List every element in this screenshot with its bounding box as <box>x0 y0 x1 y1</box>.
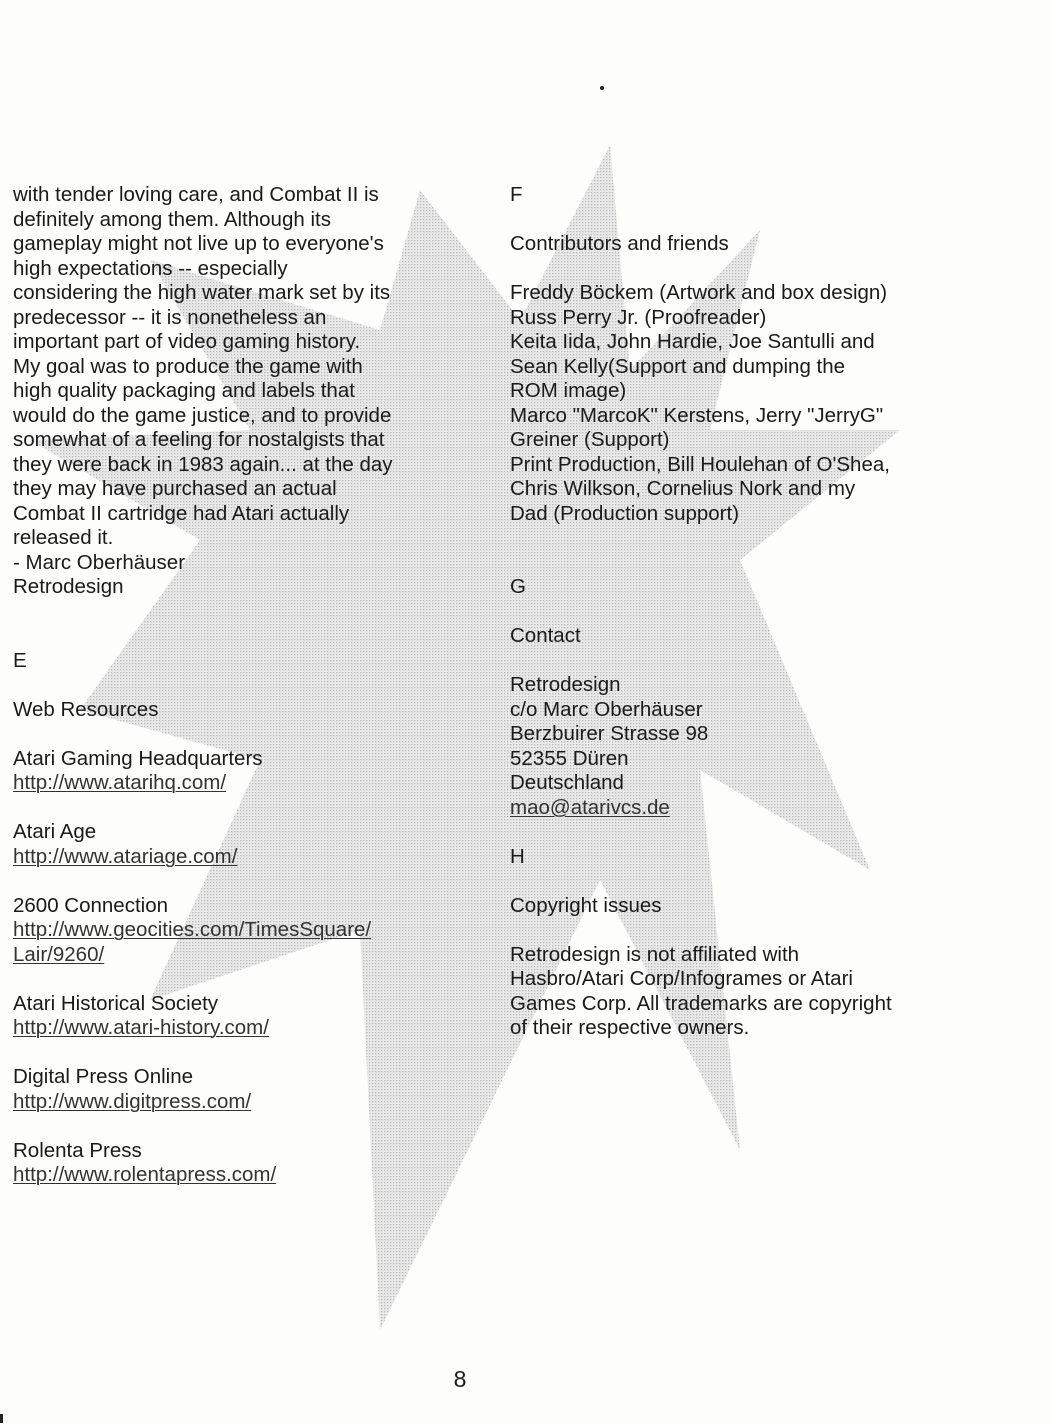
contributor-line: Sean Kelly(Support and dumping the <box>510 354 846 378</box>
section-f-letter: F <box>510 183 523 206</box>
intro-line: with tender loving care, and Combat II is <box>13 183 379 206</box>
copyright-line: Games Corp. All trademarks are copyright <box>510 991 892 1015</box>
resource-link[interactable]: http://www.digitpress.com/ <box>13 1089 252 1113</box>
resource-entry <box>13 747 433 796</box>
resource-link[interactable]: http://www.atariage.com/ <box>13 844 238 868</box>
intro-line: high quality packaging and labels that <box>13 379 355 402</box>
intro-paragraph <box>13 183 433 600</box>
section-g-letter: G <box>510 575 526 598</box>
section-g-title: Contact <box>510 624 581 647</box>
resource-entry <box>13 1139 433 1188</box>
contact-email-link[interactable]: mao@atarivcs.de <box>510 795 670 819</box>
intro-line: somewhat of a feeling for nostalgists that <box>13 428 385 451</box>
contributor-line: Print Production, Bill Houlehan of O'Shea, <box>510 452 890 476</box>
contributor-line: Greiner (Support) <box>510 428 670 451</box>
resource-name: Digital Press Online <box>13 1065 194 1088</box>
resource-name: Atari Historical Society <box>13 991 219 1015</box>
address-line: Berzbuirer Strasse 98 <box>510 722 709 745</box>
resource-entry <box>13 894 433 968</box>
copyright-line: Hasbro/Atari Corp/Infogrames or Atari <box>510 967 853 990</box>
contributor-line: Keita Iida, John Hardie, Joe Santulli and <box>510 330 875 353</box>
contributor-line: ROM image) <box>510 379 627 402</box>
resource-link[interactable]: http://www.atarihq.com/ <box>13 771 227 794</box>
resource-entry <box>13 992 433 1041</box>
address-line: Retrodesign <box>510 673 621 696</box>
intro-line: Combat II cartridge had Atari actually <box>13 501 350 525</box>
scan-speck <box>600 86 604 90</box>
contributor-line: Marco "MarcoK" Kerstens, Jerry "JerryG" <box>510 403 884 427</box>
resource-name: Atari Gaming Headquarters <box>13 746 263 770</box>
resource-name: Atari Age <box>13 820 97 843</box>
intro-line: would do the game justice, and to provide <box>13 403 392 427</box>
section-e-letter: E <box>13 648 27 672</box>
resource-entry <box>13 820 433 869</box>
intro-line: important part of video gaming history. <box>13 330 361 353</box>
copyright-notice <box>510 943 930 1041</box>
section-h-letter: H <box>510 844 525 868</box>
intro-line: released it. <box>13 526 114 549</box>
author-name: - Marc Oberhäuser <box>13 550 186 574</box>
author-company: Retrodesign <box>13 575 124 598</box>
left-column <box>13 183 433 1188</box>
resource-link[interactable]: http://www.rolentapress.com/ <box>13 1163 277 1186</box>
resource-name: Rolenta Press <box>13 1138 142 1162</box>
intro-line: definitely among them. Although its <box>13 207 331 231</box>
intro-line: gameplay might not live up to everyone's <box>13 232 384 255</box>
address-line: 52355 Düren <box>510 746 629 770</box>
page-number: 8 <box>453 1366 467 1392</box>
contributor-line: Russ Perry Jr. (Proofreader) <box>510 305 767 329</box>
resource-name: 2600 Connection <box>13 893 169 917</box>
resource-link[interactable]: http://www.geocities.com/TimesSquare/ <box>13 918 372 941</box>
resource-link-continued[interactable]: Lair/9260/ <box>13 942 105 966</box>
contact-address <box>510 673 930 820</box>
section-f-title: Contributors and friends <box>510 232 729 255</box>
copyright-line: of their respective owners. <box>510 1016 750 1039</box>
scan-speck <box>0 1414 3 1423</box>
intro-line: high expectations -- especially <box>13 256 288 280</box>
right-column <box>510 183 930 1041</box>
intro-line: considering the high water mark set by its <box>13 281 391 304</box>
contributors-list <box>510 281 930 526</box>
resource-link[interactable]: http://www.atari-history.com/ <box>13 1016 269 1039</box>
intro-line: they were back in 1983 again... at the day <box>13 452 393 476</box>
contributor-line: Dad (Production support) <box>510 501 740 525</box>
resource-entry <box>13 1065 433 1114</box>
address-line: Deutschland <box>510 771 624 794</box>
copyright-line: Retrodesign is not affiliated with <box>510 942 800 966</box>
intro-line: My goal was to produce the game with <box>13 354 363 378</box>
intro-line: predecessor -- it is nonetheless an <box>13 305 327 329</box>
section-e-title: Web Resources <box>13 697 159 721</box>
intro-line: they may have purchased an actual <box>13 477 337 500</box>
contributor-line: Freddy Böckem (Artwork and box design) <box>510 281 888 304</box>
contributor-line: Chris Wilkson, Cornelius Nork and my <box>510 477 856 500</box>
address-line: c/o Marc Oberhäuser <box>510 697 703 721</box>
section-h-title: Copyright issues <box>510 893 662 917</box>
